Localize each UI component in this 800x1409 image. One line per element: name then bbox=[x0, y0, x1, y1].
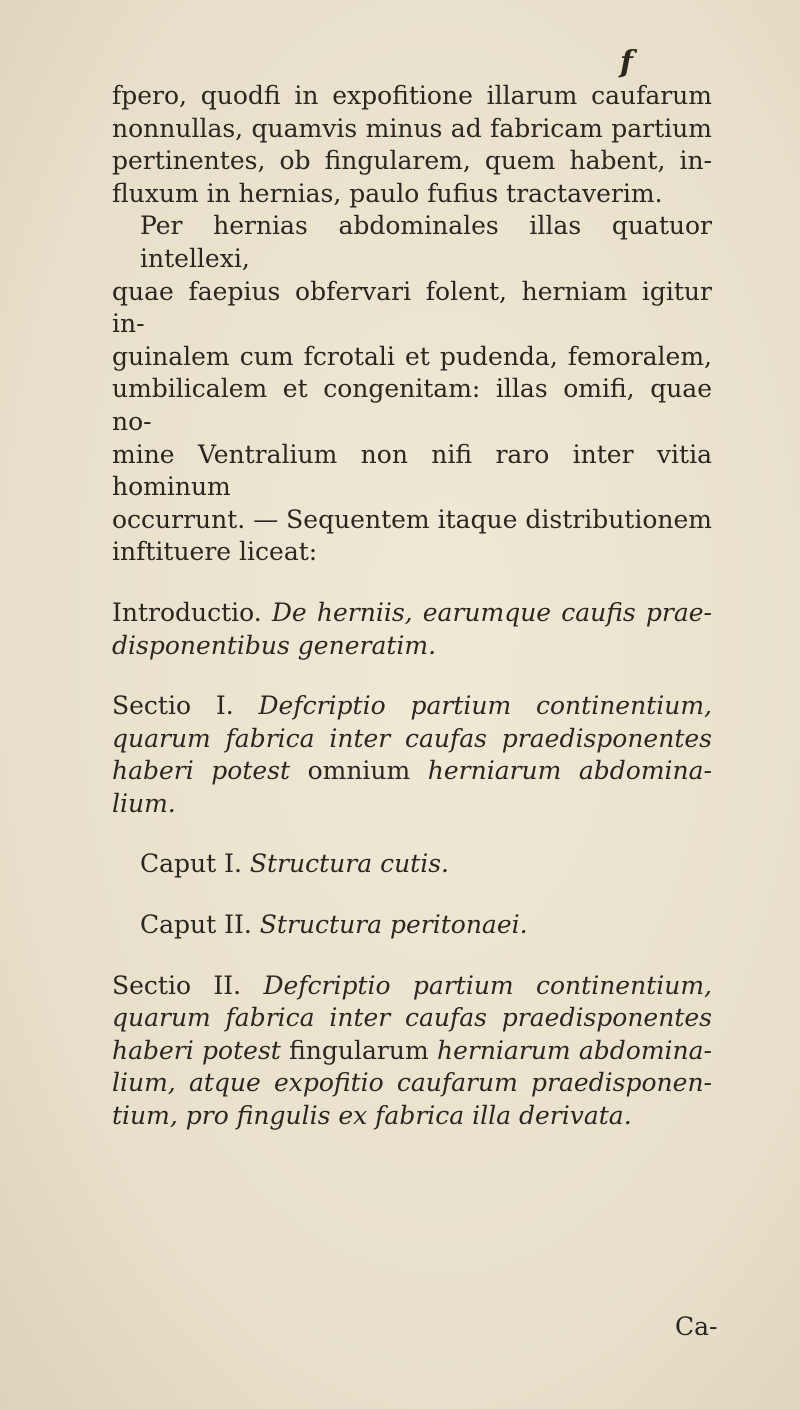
toc-title: Defcriptio partium continentium, bbox=[258, 691, 712, 721]
toc-title: haberi potest bbox=[112, 756, 291, 786]
toc-label: Sectio I. bbox=[112, 691, 234, 721]
toc-entry-line bbox=[112, 1035, 712, 1068]
toc-label: Caput II. bbox=[140, 910, 252, 940]
catchword: Ca- bbox=[675, 1312, 718, 1341]
toc-title: Structura peritonaei. bbox=[259, 910, 528, 940]
toc-title: disponentibus generatim. bbox=[112, 630, 437, 660]
text-line: umbilicalem et congenitam: illas omifi, quae no- bbox=[112, 374, 712, 436]
toc-entry-line bbox=[112, 909, 712, 942]
toc-title: tium, pro fingulis ex fabrica illa derivata. bbox=[112, 1101, 632, 1131]
intro-paragraph bbox=[112, 80, 712, 210]
toc-title: lium. bbox=[112, 788, 176, 818]
toc-title: quarum fabrica inter caufas praedisponentes bbox=[112, 723, 712, 753]
toc-entry-line bbox=[112, 755, 712, 788]
text-line: pertinentes, ob fingularem, quem habent, in- bbox=[112, 146, 712, 176]
toc-label: Sectio II. bbox=[112, 970, 242, 1000]
toc-label: Introductio. bbox=[112, 597, 262, 627]
toc-title: quarum fabrica inter caufas praedisponentes bbox=[112, 1003, 712, 1033]
toc-entry-line bbox=[112, 597, 712, 630]
text-line: inftituere liceat: bbox=[112, 537, 318, 567]
toc-caput-1 bbox=[112, 848, 712, 881]
hernias-paragraph bbox=[112, 210, 712, 569]
toc-entry-line bbox=[112, 1067, 712, 1100]
toc-entry-line bbox=[112, 848, 712, 881]
text-line: mine Ventralium non nifi raro inter vitia hominum bbox=[112, 439, 712, 502]
toc-entry-line bbox=[112, 630, 712, 663]
toc-title: Defcriptio partium continentium, bbox=[263, 970, 712, 1000]
toc-title: De herniis, earumque caufis prae- bbox=[271, 597, 713, 627]
text-line: guinalem cum fcrotali et pudenda, femoralem, bbox=[112, 341, 712, 371]
toc-introductio bbox=[112, 597, 712, 662]
toc-entry-line bbox=[112, 690, 712, 723]
toc-title: lium, atque expofitio caufarum praedisponen- bbox=[112, 1068, 712, 1098]
text-line: fpero, quodfi in expofitione illarum caufarum bbox=[112, 81, 712, 110]
toc-sectio-2 bbox=[112, 970, 712, 1133]
toc-title: haberi potest bbox=[112, 1035, 281, 1065]
page-text bbox=[112, 80, 712, 1133]
toc-entry-line bbox=[112, 970, 712, 1003]
text-line: occurrunt. — Sequentem itaque distributionem bbox=[112, 504, 712, 534]
text-line: Per hernias abdominales illas quatuor intellexi, bbox=[140, 211, 712, 273]
toc-title: Structura cutis. bbox=[249, 849, 450, 879]
toc-title-roman: fingularum bbox=[289, 1035, 429, 1065]
text-line: fluxum in hernias, paulo fufius tractaverim. bbox=[112, 178, 663, 208]
text-line: nonnullas, quamvis minus ad fabricam partium bbox=[112, 113, 712, 143]
toc-title: herniarum abdomina- bbox=[427, 756, 712, 786]
toc-entry-line bbox=[112, 788, 712, 821]
toc-title-roman: omnium bbox=[307, 756, 411, 786]
toc-title: herniarum abdomina- bbox=[436, 1035, 712, 1065]
text-line: quae faepius obfervari folent, herniam igitur in- bbox=[112, 276, 712, 339]
signature-mark: f bbox=[620, 45, 633, 80]
toc-entry-line bbox=[112, 1002, 712, 1035]
toc-label: Caput I. bbox=[140, 849, 242, 879]
toc-caput-2 bbox=[112, 909, 712, 942]
toc-entry-line bbox=[112, 1100, 712, 1133]
toc-sectio-1 bbox=[112, 690, 712, 820]
toc-entry-line bbox=[112, 723, 712, 756]
